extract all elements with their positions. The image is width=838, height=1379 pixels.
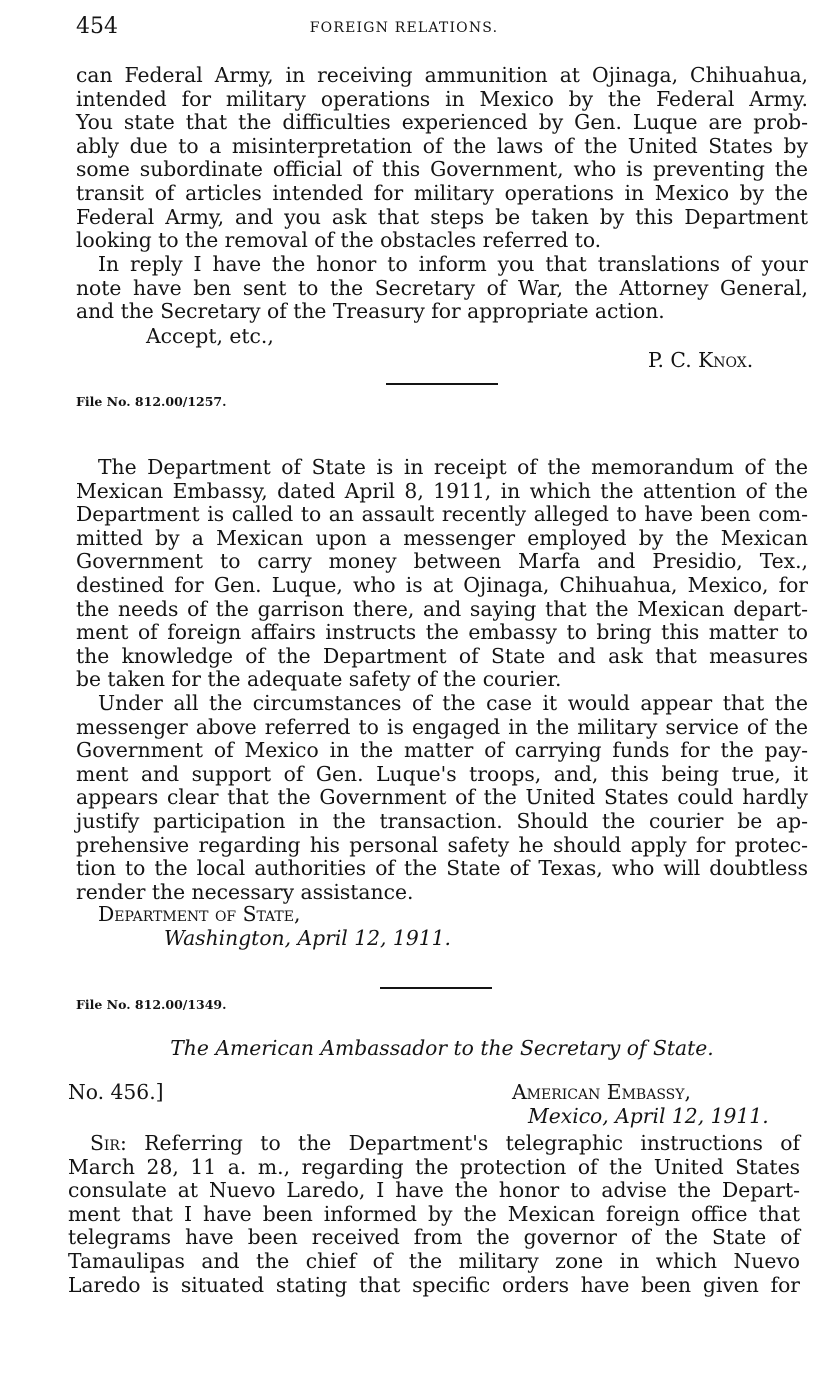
signature: P. C. Knox. — [648, 348, 754, 372]
text-line: Tamaulipas and the chief of the military zone in which Nuevo — [68, 1248, 800, 1273]
text-line: Federal Army, and you ask that steps be taken by this Department — [76, 204, 808, 229]
department-date: Washington, April 12, 1911. — [164, 926, 451, 950]
text-line: looking to the removal of the obstacles referred to. — [76, 228, 602, 253]
text-line: Under all the circumstances of the case it would appear that the — [98, 691, 808, 715]
page-number: 454 — [76, 14, 118, 39]
text-line: the needs of the garrison there, and saying that the Mexican depart- — [76, 596, 808, 621]
text-line: be taken for the adequate safety of the courier. — [76, 667, 562, 692]
text-line: Government to carry money between Marfa and Presidio, Tex., — [76, 549, 808, 574]
text-line: Department is called to an assault recently alleged to have been com- — [76, 502, 808, 527]
text-line: render the necessary assistance. — [76, 879, 414, 904]
text-line: telegrams have been received from the governor of the State of — [68, 1225, 800, 1250]
file-number: File No. 812.00/1257. — [76, 394, 227, 409]
document-number: No. 456.] — [68, 1080, 164, 1104]
text-line: destined for Gen. Luque, who is at Ojinaga, Chihuahua, Mexico, for — [76, 572, 808, 597]
department-signature: Department of State, — [98, 902, 301, 926]
paragraph-circumstances — [76, 692, 808, 904]
text-line: In reply I have the honor to inform you that translations of your — [98, 252, 808, 276]
file-number: File No. 812.00/1349. — [76, 997, 227, 1012]
text-line: justify participation in the transaction. Should the courier be ap- — [76, 808, 808, 833]
text-line: some subordinate official of this Government, who is preventing the — [76, 157, 808, 182]
text-line: ment and support of Gen. Luque's troops, and, this being true, it — [76, 761, 808, 786]
text-line: Government of Mexico in the matter of carrying funds for the pay- — [76, 738, 808, 763]
text-line: can Federal Army, in receiving ammunition at Ojinaga, Chihuahua, — [76, 63, 808, 87]
text-line-content: Referring to the Department's telegraphic instructions of — [144, 1131, 800, 1155]
text-line: tion to the local authorities of the State of Texas, who will doubtless — [76, 856, 808, 881]
text-line: the knowledge of the Department of State and ask that measures — [76, 643, 808, 668]
text-line — [68, 1132, 800, 1156]
text-line: Laredo is situated stating that specific orders have been given for — [68, 1272, 800, 1297]
paragraph-memorandum — [76, 456, 808, 692]
text-line: March 28, 11 a. m., regarding the protection of the United States — [68, 1154, 800, 1179]
page-header — [76, 14, 808, 48]
text-line: mitted by a Mexican upon a messenger employed by the Mexican — [76, 525, 808, 550]
embassy-date: Mexico, April 12, 1911. — [528, 1104, 769, 1128]
text-line: ment that I have been informed by the Mexican foreign office that — [68, 1201, 800, 1226]
text-line: Mexican Embassy, dated April 8, 1911, in which the attention of the — [76, 478, 808, 503]
text-line: intended for military operations in Mexico by the Federal Army. — [76, 86, 808, 111]
closing-text: Accept, etc., — [146, 324, 274, 348]
section-divider — [386, 383, 498, 385]
paragraph-continued — [76, 64, 808, 253]
section-divider — [380, 987, 492, 989]
text-line: messenger above referred to is engaged in the military service of the — [76, 714, 808, 739]
text-line: The Department of State is in receipt of the memorandum of the — [98, 455, 808, 479]
text-line: consulate at Nuevo Laredo, I have the honor to advise the Depart- — [68, 1178, 800, 1203]
document-title: The American Ambassador to the Secretary of State. — [170, 1036, 714, 1060]
running-title: FOREIGN RELATIONS. — [309, 20, 499, 36]
paragraph-reply — [76, 253, 808, 324]
salutation: Sir: — [90, 1131, 127, 1155]
text-line: ably due to a misinterpretation of the laws of the United States by — [76, 133, 808, 158]
embassy-heading: American Embassy, — [512, 1080, 691, 1104]
paragraph-letter — [68, 1132, 800, 1297]
text-line: transit of articles intended for military operations in Mexico by the — [76, 180, 808, 205]
text-line: prehensive regarding his personal safety he should apply for protec- — [76, 832, 808, 857]
text-line: ment of foreign affairs instructs the embassy to bring this matter to — [76, 620, 808, 645]
text-line: appears clear that the Government of the United States could hardly — [76, 785, 808, 810]
text-line: note have ben sent to the Secretary of War, the Attorney General, — [76, 275, 808, 300]
text-line: You state that the difficulties experienced by Gen. Luque are prob- — [76, 110, 808, 135]
text-line: and the Secretary of the Treasury for appropriate action. — [76, 299, 665, 324]
